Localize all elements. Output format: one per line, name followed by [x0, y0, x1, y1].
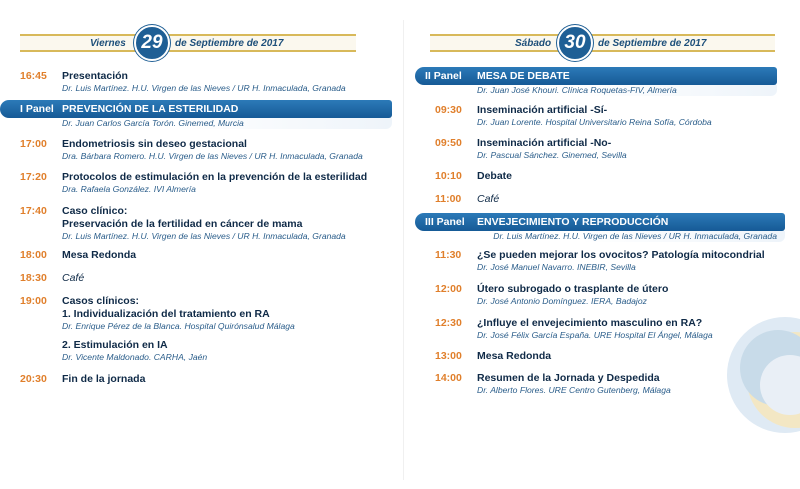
item-title: Debate	[477, 170, 513, 182]
item-time: 09:50	[435, 137, 462, 149]
item-title: 2. Estimulación en IA	[62, 339, 168, 351]
saturday-date-rest: de Septiembre de 2017	[598, 38, 707, 49]
saturday-day-circle: 30	[557, 25, 593, 61]
item-time: 20:30	[20, 373, 47, 385]
item-speaker: Dr. Luis Martínez. H.U. Virgen de las Nieves / UR H. Inmaculada, Granada	[62, 231, 346, 241]
item-time: 18:00	[20, 249, 47, 261]
saturday-date-header	[430, 34, 775, 52]
item-time: 13:00	[435, 350, 462, 362]
item-speaker: Dr. Enrique Pérez de la Blanca. Hospital Quirónsalud Málaga	[62, 321, 295, 331]
item-title: Endometriosis sin deseo gestacional	[62, 138, 247, 150]
item-time: 16:45	[20, 70, 47, 82]
item-time: 11:00	[435, 193, 462, 205]
item-title-secondary: Preservación de la fertilidad en cáncer de mama	[62, 218, 303, 230]
panel-1	[0, 100, 392, 128]
panel-title: PREVENCIÓN DE LA ESTERILIDAD	[62, 103, 239, 115]
panel-number: III Panel	[425, 216, 465, 228]
item-speaker: Dr. José Manuel Navarro. INEBIR, Sevilla	[477, 262, 636, 272]
panel-number: II Panel	[425, 70, 462, 82]
item-title: Mesa Redonda	[477, 350, 552, 362]
item-title: Caso clínico:	[62, 205, 128, 217]
item-time: 18:30	[20, 272, 47, 284]
friday-date-rest: de Septiembre de 2017	[175, 38, 284, 49]
item-title: Útero subrogado o trasplante de útero	[477, 283, 669, 295]
item-speaker: Dr. José Félix García España. URE Hospital El Ángel, Málaga	[477, 330, 713, 340]
panel-moderator: Dr. Luis Martínez. H.U. Virgen de las Nieves / UR H. Inmaculada, Granada	[415, 231, 785, 242]
item-time: 12:30	[435, 317, 462, 329]
item-speaker: Dr. Luis Martínez. H.U. Virgen de las Nieves / UR H. Inmaculada, Granada	[62, 83, 346, 93]
friday-weekday: Viernes	[90, 38, 126, 49]
item-title: Inseminación artificial -No-	[477, 137, 612, 149]
panel-3	[415, 213, 785, 241]
item-title: Resumen de la Jornada y Despedida	[477, 372, 660, 384]
panel-moderator: Dr. Juan José Khouri. Clínica Roquetas-FIV, Almería	[415, 85, 777, 96]
friday-day-circle: 29	[134, 25, 170, 61]
item-title: Café	[477, 193, 500, 205]
item-speaker: Dra. Bárbara Romero. H.U. Virgen de las Nieves / UR H. Inmaculada, Granada	[62, 151, 363, 161]
item-speaker: Dra. Rafaela González. IVI Almería	[62, 184, 196, 194]
saturday-weekday: Sábado	[515, 38, 552, 49]
panel-2	[415, 67, 777, 95]
item-time: 10:10	[435, 170, 462, 182]
item-speaker: Dr. Vicente Maldonado. CARHA, Jaén	[62, 352, 208, 362]
item-time: 17:00	[20, 138, 47, 150]
item-title: Mesa Redonda	[62, 249, 137, 261]
item-time: 14:00	[435, 372, 462, 384]
item-title: Fin de la jornada	[62, 373, 146, 385]
item-title: Protocolos de estimulación en la prevención de la esterilidad	[62, 171, 368, 183]
item-time: 17:20	[20, 171, 47, 183]
item-title: Inseminación artificial -Sí-	[477, 104, 608, 116]
item-title: Café	[62, 272, 85, 284]
item-time: 17:40	[20, 205, 47, 217]
panel-title: ENVEJECIMIENTO Y REPRODUCCIÓN	[477, 216, 669, 228]
friday-date-header	[20, 34, 356, 52]
item-time: 19:00	[20, 295, 47, 307]
item-speaker: Dr. Juan Lorente. Hospital Universitario Reina Sofía, Córdoba	[477, 117, 712, 127]
item-title-secondary: 1. Individualización del tratamiento en RA	[62, 308, 270, 320]
panel-title: MESA DE DEBATE	[477, 70, 570, 82]
item-title: ¿Influye el envejecimiento masculino en RA?	[477, 317, 703, 329]
item-speaker: Dr. Alberto Flores. URE Centro Gutenberg, Málaga	[477, 385, 671, 395]
page-fold	[403, 20, 404, 480]
item-title: ¿Se pueden mejorar los ovocitos? Patología mitocondrial	[477, 249, 765, 261]
panel-number: I Panel	[20, 103, 54, 115]
item-time: 09:30	[435, 104, 462, 116]
item-time: 11:30	[435, 249, 462, 261]
decorative-circles	[690, 310, 800, 450]
item-title: Casos clínicos:	[62, 295, 140, 307]
item-time: 12:00	[435, 283, 462, 295]
item-title: Presentación	[62, 70, 128, 82]
item-speaker: Dr. José Antonio Domínguez. IERA, Badajoz	[477, 296, 647, 306]
panel-moderator: Dr. Juan Carlos García Torón. Ginemed, Murcia	[0, 118, 392, 129]
item-speaker: Dr. Pascual Sánchez. Ginemed, Sevilla	[477, 150, 627, 160]
